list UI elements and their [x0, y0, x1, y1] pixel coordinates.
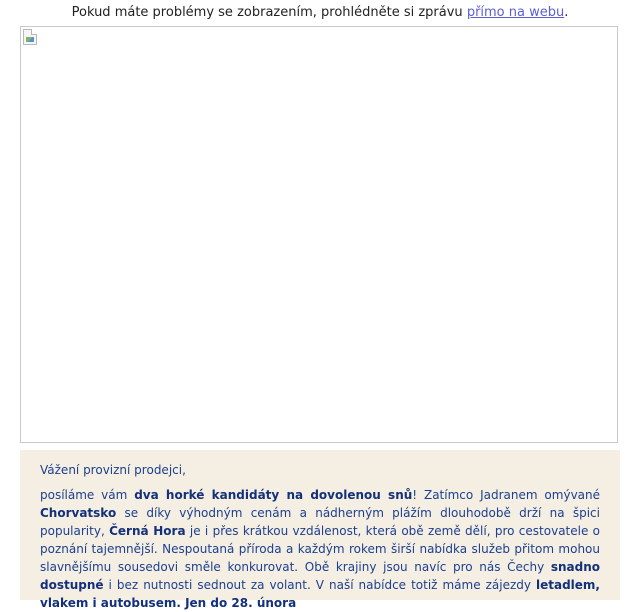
- body-highlight: dva horké kandidáty na dovolenou snů: [134, 488, 413, 502]
- preheader-suffix: .: [564, 5, 569, 20]
- body-text-segment: posíláme vám: [40, 488, 135, 502]
- body-highlight: letadlem, vlakem i autobusem. Jen do 28. února: [40, 578, 600, 610]
- content-section: [20, 450, 620, 610]
- preheader-text: Pokud máte problémy se zobrazením, prohlédněte si zprávu: [71, 5, 467, 20]
- body-text-segment: se díky výhodným cenám a nádherným plážím dlouhodobě drží na špici popularity,: [40, 506, 600, 538]
- hero-image[interactable]: [20, 26, 618, 443]
- body-highlight: snadno dostupné: [40, 560, 600, 592]
- body-text-segment: ! Zatímco Jadranem omývané: [412, 488, 601, 502]
- broken-image-icon: [23, 29, 37, 45]
- body-highlight: Černá Hora: [109, 524, 186, 538]
- view-online-link[interactable]: přímo na webu: [466, 5, 565, 20]
- greeting: Vážení provizní prodejci,: [40, 463, 186, 477]
- body-text-segment: i bez nutnosti sednout za volant. V naší nabídce totiž máme zájezdy: [103, 578, 536, 592]
- preheader: [0, 4, 640, 22]
- body-highlight: Chorvatsko: [40, 506, 117, 520]
- body-text-segment: je i přes krátkou vzdálenost, která obě země dělí, pro cestovatele o poznání tajemnější. Nespoutaná příroda a každým rokem širší nabídka služeb přitom mohou slavnějšímu sousedovi směle konkurovat. Obě krajiny jsou navíc pro nás Čechy: [40, 524, 601, 574]
- body-paragraph: [40, 486, 600, 612]
